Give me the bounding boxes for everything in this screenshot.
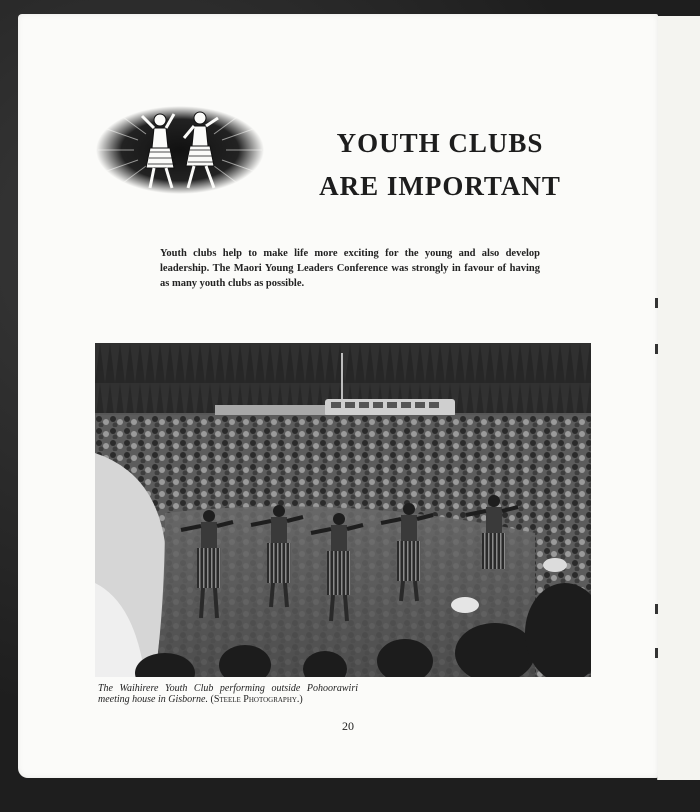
binding-mark [655, 604, 658, 614]
two-dancers-ornament-icon [94, 104, 266, 196]
page-title-line-1: YOUTH CLUBS [336, 128, 544, 158]
page-number: 20 [342, 719, 354, 733]
caption-text: The Waihirere Youth Club performing outside Pohoorawiri meeting house in Gisborne. [98, 683, 358, 705]
photograph [95, 343, 591, 677]
binding-mark [655, 344, 658, 354]
page-title-line-2: ARE IMPORTANT [319, 171, 561, 201]
photo-credit: (Steele Photography.) [210, 694, 303, 705]
binding-mark [655, 648, 658, 658]
binding-mark [655, 298, 658, 308]
facing-page-edge [657, 16, 700, 780]
photo-caption [98, 683, 358, 705]
intro-paragraph: Youth clubs help to make life more exciting for the young and also develop leadership. The Maori Young Leaders Conference was strongly in favour of having as many youth clubs as possible. [160, 248, 540, 289]
